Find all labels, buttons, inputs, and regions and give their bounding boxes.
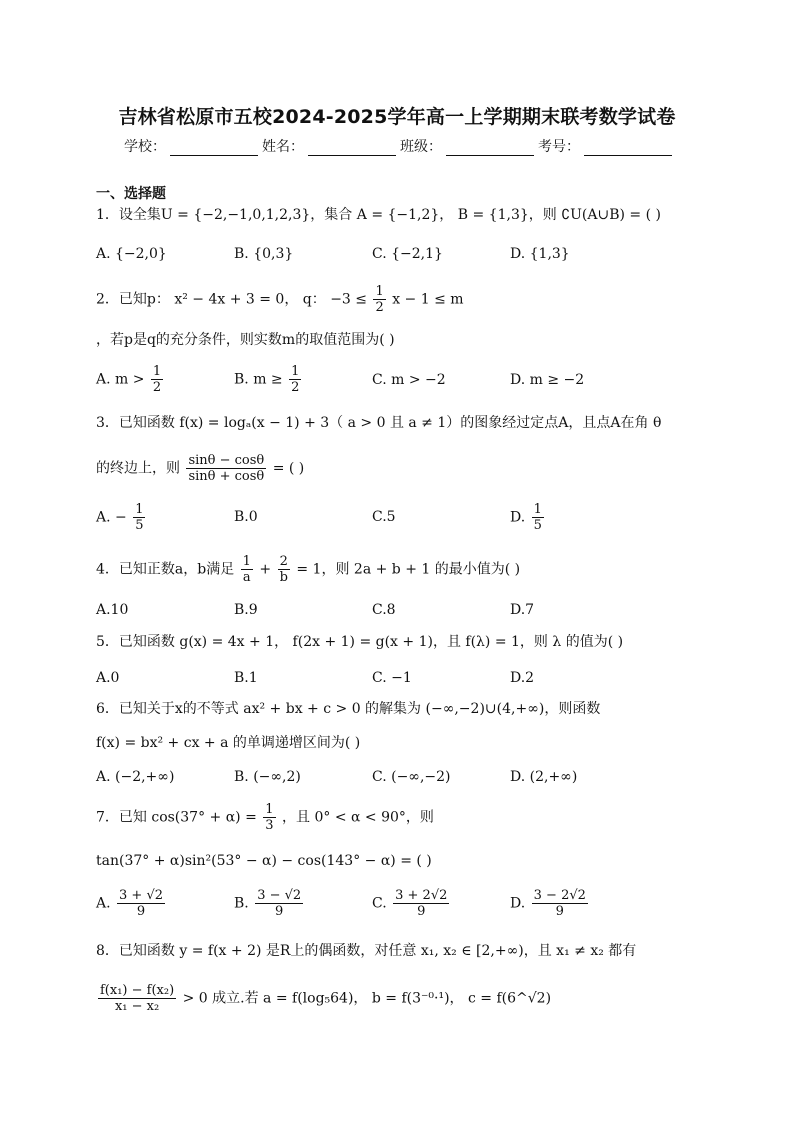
class-field[interactable]	[446, 141, 534, 156]
q3-option-d-fraction	[532, 502, 544, 533]
q1-option-c[interactable]: C. {−2,1}	[372, 246, 443, 262]
q1-option-b[interactable]: B. {0,3}	[234, 246, 294, 262]
q3-option-d[interactable]	[510, 502, 546, 533]
q4-option-b[interactable]: B.9	[234, 602, 258, 618]
q3-fraction	[186, 453, 266, 484]
q2-ob-den: 2	[291, 380, 300, 395]
q3-oa-den: 5	[135, 518, 144, 533]
q2-frac-num: 1	[375, 284, 384, 299]
q7-fraction	[263, 802, 275, 833]
student-info-line	[124, 136, 676, 156]
q7-option-a-text: A.	[96, 895, 111, 912]
q3-option-b[interactable]: B.0	[234, 509, 258, 525]
question-2-line-2: ，若p是q的充分条件，则实数m的取值范围为( )	[96, 332, 395, 348]
q7-oc-num: 3 + 2√2	[395, 888, 448, 903]
q7-option-b-text: B.	[234, 895, 249, 912]
q6-option-c[interactable]: C. (−∞,−2)	[372, 769, 451, 785]
question-3-line-1: 3．已知函数 f(x) = logₐ(x − 1) + 3（ a > 0 且 a ≠ 1）的图象经过定点A，且点A在角 θ	[96, 415, 662, 431]
q1-option-d[interactable]: D. {1,3}	[510, 246, 570, 262]
q3-od-num: 1	[533, 502, 542, 517]
q3-option-a[interactable]	[96, 502, 147, 533]
question-6-line-1: 6．已知关于x的不等式 ax² + bx + c > 0 的解集为 (−∞,−2)∪(4,+∞)，则函数	[96, 701, 601, 717]
q2-option-a-fraction	[151, 364, 163, 395]
q2-option-b-text: B. m ≥	[234, 371, 283, 388]
q8-fraction	[98, 983, 176, 1014]
section-heading: 一、选择题	[96, 186, 166, 202]
q2-text-b: x − 1 ≤ m	[392, 291, 464, 308]
q4-text-pre: 4．已知正数a，b满足	[96, 561, 235, 578]
q3-text-post: = ( )	[272, 460, 305, 477]
q2-text-a: 2．已知p： x² − 4x + 3 = 0， q： −3 ≤	[96, 291, 372, 308]
q4-fraction-1	[241, 554, 253, 585]
question-3-line-2	[96, 453, 304, 484]
question-7-line-1	[96, 802, 434, 833]
school-field[interactable]	[170, 141, 258, 156]
page-title: 吉林省松原市五校2024-2025学年高一上学期期末联考数学试卷	[118, 106, 676, 128]
q5-option-a[interactable]: A.0	[96, 670, 120, 686]
q3-option-c[interactable]: C.5	[372, 509, 396, 525]
q2-frac-den: 2	[375, 300, 384, 315]
q7-option-d-fraction	[532, 888, 588, 919]
q7-oc-den: 9	[417, 904, 426, 919]
q8-frac-den: x₁ − x₂	[114, 999, 160, 1014]
class-label: 班级：	[400, 139, 442, 155]
q3-oa-num: 1	[135, 502, 144, 517]
q2-option-c[interactable]: C. m > −2	[372, 372, 446, 388]
q2-fraction	[373, 284, 385, 315]
q5-option-c[interactable]: C. −1	[372, 670, 412, 686]
q6-option-d[interactable]: D. (2,+∞)	[510, 769, 578, 785]
q2-option-b[interactable]	[234, 364, 303, 395]
q3-frac-den: sinθ + cosθ	[188, 469, 265, 484]
q7-option-c[interactable]	[372, 888, 451, 919]
q7-option-a[interactable]	[96, 888, 167, 919]
q3-text-pre: 的终边上，则	[96, 460, 180, 477]
q7-od-den: 9	[555, 904, 564, 919]
q7-option-d-text: D.	[510, 895, 526, 912]
q3-frac-num: sinθ − cosθ	[188, 453, 265, 468]
q3-option-a-fraction	[133, 502, 145, 533]
number-label: 考号：	[538, 139, 580, 155]
q2-option-a-text: A. m >	[96, 371, 145, 388]
q4-text-post: = 1，则 2a + b + 1 的最小值为( )	[296, 561, 521, 578]
q2-oa-num: 1	[152, 364, 162, 379]
q6-option-a[interactable]: A. (−2,+∞)	[96, 769, 175, 785]
q7-ob-den: 9	[275, 904, 284, 919]
q1-option-a[interactable]: A. {−2,0}	[96, 246, 167, 262]
question-8-line-2	[96, 983, 551, 1014]
q5-option-b[interactable]: B.1	[234, 670, 258, 686]
q7-oa-den: 9	[136, 904, 146, 919]
q7-ob-num: 3 − √2	[257, 888, 302, 903]
q4-option-d[interactable]: D.7	[510, 602, 535, 618]
q4-fraction-2	[278, 554, 290, 585]
q5-option-d[interactable]: D.2	[510, 670, 535, 686]
q7-option-c-text: C.	[372, 895, 387, 912]
q6-option-b[interactable]: B. (−∞,2)	[234, 769, 301, 785]
question-1: 1．设全集U = {−2,−1,0,1,2,3}，集合 A = {−1,2}， B = {1,3}，则 ∁U(A∪B) = ( )	[96, 207, 661, 223]
question-8-line-1: 8．已知函数 y = f(x + 2) 是R上的偶函数，对任意 x₁, x₂ ∈ [2,+∞)，且 x₁ ≠ x₂ 都有	[96, 943, 637, 959]
q7-oa-num: 3 + √2	[119, 888, 163, 903]
q8-text-post: > 0 成立.若 a = f(log₅64)， b = f(3⁻⁰·¹)， c = f(6^√2)	[182, 990, 552, 1007]
question-4	[96, 554, 520, 585]
q7-option-c-fraction	[393, 888, 449, 919]
q7-option-a-fraction	[117, 888, 165, 919]
number-field[interactable]	[584, 141, 672, 156]
q4-plus: +	[259, 561, 272, 578]
q4-option-c[interactable]: C.8	[372, 602, 396, 618]
q7-frac-den: 3	[265, 818, 274, 833]
q3-option-a-text: A. −	[96, 509, 127, 526]
question-5: 5．已知函数 g(x) = 4x + 1， f(2x + 1) = g(x + 1)，且 f(λ) = 1，则 λ 的值为( )	[96, 634, 624, 650]
q4-f1-num: 1	[242, 554, 251, 569]
school-label: 学校：	[124, 139, 166, 155]
q4-f2-den: b	[279, 570, 288, 585]
q3-od-den: 5	[533, 518, 542, 533]
q7-frac-num: 1	[265, 802, 274, 817]
q7-option-b-fraction	[255, 888, 303, 919]
question-6-line-2: f(x) = bx² + cx + a 的单调递增区间为( )	[96, 735, 361, 751]
question-7-line-2: tan(37° + α)sin²(53° − α) − cos(143° − α) = ( )	[96, 853, 432, 869]
q7-text-pre: 7．已知 cos(37° + α) =	[96, 809, 257, 826]
q4-f2-num: 2	[278, 554, 290, 570]
q7-od-num: 3 − 2√2	[533, 888, 586, 903]
q8-frac-num: f(x₁) − f(x₂)	[100, 983, 175, 998]
q4-f1-den: a	[242, 570, 251, 585]
q7-option-b[interactable]	[234, 888, 305, 919]
q2-option-a[interactable]	[96, 364, 165, 395]
q7-text-post: ，且 0° < α < 90°，则	[282, 809, 434, 826]
name-label: 姓名：	[262, 139, 304, 155]
q2-ob-num: 1	[291, 364, 300, 379]
question-2-line-1	[96, 284, 464, 315]
q2-option-d[interactable]: D. m ≥ −2	[510, 372, 585, 388]
q7-option-d[interactable]	[510, 888, 590, 919]
name-field[interactable]	[308, 141, 396, 156]
q2-oa-den: 2	[152, 380, 162, 395]
q4-option-a[interactable]: A.10	[96, 602, 129, 618]
q2-option-b-fraction	[289, 364, 301, 395]
q3-option-d-text: D.	[510, 509, 526, 526]
